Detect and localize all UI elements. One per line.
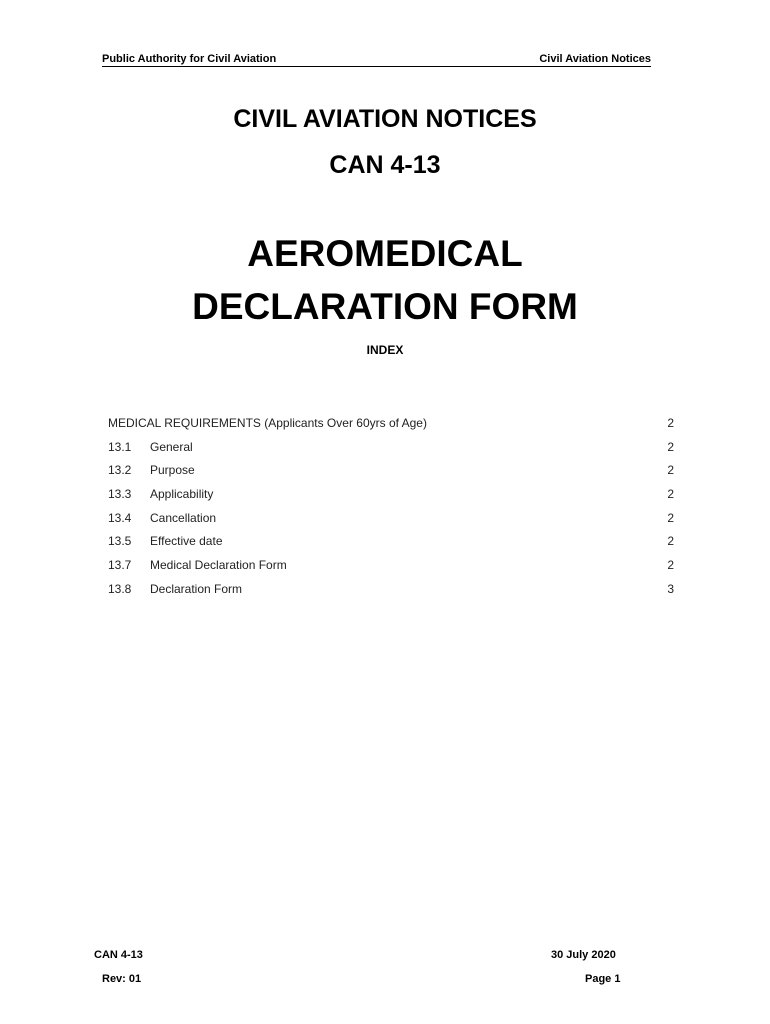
- document-title-line-1: AEROMEDICAL: [247, 233, 523, 274]
- toc-item-title: Effective date: [150, 534, 223, 549]
- toc-item[interactable]: [108, 580, 674, 604]
- footer-page-number: Page 1: [585, 973, 621, 985]
- header-series: Civil Aviation Notices: [539, 53, 651, 65]
- toc-item[interactable]: [108, 485, 674, 509]
- toc-item-title: Declaration Form: [150, 581, 243, 596]
- index-heading: INDEX: [366, 343, 404, 357]
- toc-item[interactable]: [108, 556, 674, 580]
- page-header: [102, 52, 651, 67]
- toc-item-number: 13.8: [108, 581, 132, 596]
- toc-heading-row[interactable]: [108, 414, 674, 438]
- toc-item-number: 13.5: [108, 534, 132, 549]
- document-title-line-2: DECLARATION FORM: [192, 286, 578, 327]
- toc-item-page: 2: [667, 558, 674, 573]
- toc-item-title: Purpose: [150, 463, 195, 478]
- toc-item-number: 13.1: [108, 439, 132, 454]
- toc-item-page: 2: [667, 510, 674, 525]
- toc-item[interactable]: [108, 532, 674, 556]
- toc-item-page: 2: [667, 439, 674, 454]
- footer-date: 30 July 2020: [551, 949, 616, 961]
- toc-item[interactable]: [108, 509, 674, 533]
- header-authority: Public Authority for Civil Aviation: [102, 53, 277, 65]
- toc-item-title: General: [150, 439, 193, 454]
- toc-item-number: 13.3: [108, 487, 132, 502]
- toc-item-page: 2: [667, 534, 674, 549]
- toc-item-title: Applicability: [150, 487, 214, 502]
- toc-item-number: 13.2: [108, 463, 132, 478]
- toc-item-number: 13.7: [108, 558, 132, 573]
- toc-item-number: 13.4: [108, 510, 132, 525]
- toc-heading-page: 2: [667, 416, 674, 430]
- toc-item-page: 3: [667, 581, 674, 596]
- toc-item-page: 2: [667, 487, 674, 502]
- toc-item-title: Medical Declaration Form: [150, 558, 287, 573]
- toc-item[interactable]: [108, 461, 674, 485]
- toc-item-title: Cancellation: [150, 510, 217, 525]
- document-series-title: CIVIL AVIATION NOTICES: [233, 105, 537, 133]
- toc-item[interactable]: [108, 438, 674, 462]
- toc-item-page: 2: [667, 463, 674, 478]
- footer-document-number: CAN 4-13: [94, 949, 143, 961]
- toc-heading-title: MEDICAL REQUIREMENTS (Applicants Over 60yrs of Age): [108, 416, 427, 430]
- document-number: CAN 4-13: [329, 151, 441, 179]
- table-of-contents: [108, 414, 674, 604]
- footer-revision: Rev: 01: [102, 973, 142, 985]
